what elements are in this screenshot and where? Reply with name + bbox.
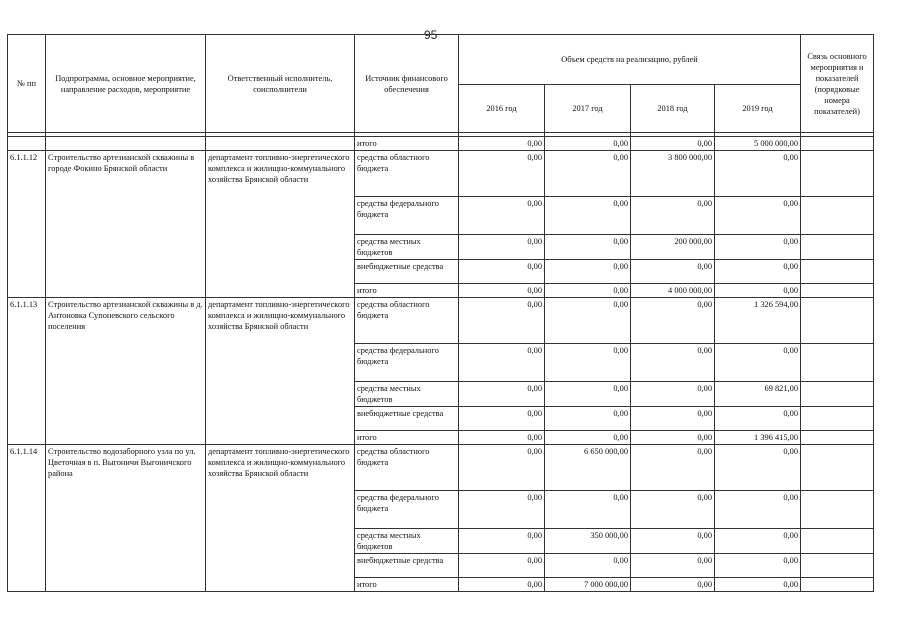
amount-cell: 0,00 [631, 298, 715, 344]
amount-cell: 0,00 [545, 382, 631, 407]
header-row [8, 35, 874, 85]
amount-cell: 0,00 [631, 554, 715, 578]
link-cell [801, 284, 874, 298]
source-label: средства местных бюджетов [355, 235, 459, 260]
header-year: 2019 год [715, 85, 801, 133]
amount-cell: 0,00 [631, 344, 715, 382]
source-label: средства местных бюджетов [355, 382, 459, 407]
amount-cell: 0,00 [545, 554, 631, 578]
amount-cell: 0,00 [631, 260, 715, 284]
group-row-oblast [8, 445, 874, 491]
amount-cell: 1 396 415,00 [715, 431, 801, 445]
amount-cell: 0,00 [715, 578, 801, 592]
amount-cell: 0,00 [459, 235, 545, 260]
link-cell [801, 260, 874, 284]
amount-cell: 0,00 [545, 235, 631, 260]
amount-cell: 0,00 [459, 431, 545, 445]
item-name: Строительство водозаборного узла по ул. Цветочная в п. Выгоничи Выгоничского района [46, 445, 206, 592]
amount-cell: 7 000 000,00 [545, 578, 631, 592]
amount-cell: 0,00 [459, 151, 545, 197]
amount-cell: 200 000,00 [631, 235, 715, 260]
amount-cell: 0,00 [545, 344, 631, 382]
amount-cell: 0,00 [459, 298, 545, 344]
source-label: итого [355, 431, 459, 445]
amount-cell: 5 000 000,00 [715, 137, 801, 151]
item-executor: департамент топливно-энергетического комплекса и жилищно-коммунального хозяйства Брянской области [206, 298, 355, 445]
amount-cell: 0,00 [715, 197, 801, 235]
source-label: средства федерального бюджета [355, 197, 459, 235]
group-row-oblast [8, 151, 874, 197]
item-number: 6.1.1.13 [8, 298, 46, 445]
link-cell [801, 298, 874, 344]
item-number: 6.1.1.14 [8, 445, 46, 592]
amount-cell: 0,00 [459, 529, 545, 554]
amount-cell: 0,00 [715, 151, 801, 197]
amount-cell: 0,00 [545, 431, 631, 445]
source-label: средства федерального бюджета [355, 344, 459, 382]
amount-cell: 0,00 [631, 445, 715, 491]
header-link: Связь основного мероприятия и показателей (порядковые номера показателей) [801, 35, 874, 133]
amount-cell: 0,00 [545, 284, 631, 298]
source-label: средства областного бюджета [355, 151, 459, 197]
source-label: итого [355, 137, 459, 151]
amount-cell: 0,00 [459, 382, 545, 407]
link-cell [801, 491, 874, 529]
group-row-oblast [8, 298, 874, 344]
item-name: Строительство артезианской скважины в городе Фокино Брянской области [46, 151, 206, 298]
amount-cell: 4 000 000,00 [631, 284, 715, 298]
amount-cell: 0,00 [715, 260, 801, 284]
source-label: итого [355, 284, 459, 298]
amount-cell: 0,00 [545, 298, 631, 344]
header-year: 2017 год [545, 85, 631, 133]
amount-cell: 0,00 [459, 197, 545, 235]
amount-cell: 0,00 [715, 445, 801, 491]
link-cell [801, 197, 874, 235]
amount-cell: 0,00 [545, 407, 631, 431]
amount-cell: 0,00 [545, 151, 631, 197]
header-year: 2018 год [631, 85, 715, 133]
link-cell [801, 529, 874, 554]
item-number: 6.1.1.12 [8, 151, 46, 298]
source-label: внебюджетные средства [355, 407, 459, 431]
header-program: Подпрограмма, основное мероприятие, направление расходов, мероприятие [46, 35, 206, 133]
source-label: внебюджетные средства [355, 260, 459, 284]
link-cell [801, 382, 874, 407]
amount-cell: 0,00 [715, 284, 801, 298]
link-cell [801, 578, 874, 592]
amount-cell: 0,00 [459, 554, 545, 578]
source-label: средства местных бюджетов [355, 529, 459, 554]
amount-cell: 0,00 [459, 445, 545, 491]
amount-cell: 0,00 [631, 407, 715, 431]
item-name: Строительство артезианской скважины в д. Антоновка Супоневского сельского поселения [46, 298, 206, 445]
amount-cell: 0,00 [459, 578, 545, 592]
header-amount: Объем средств на реализацию, рублей [459, 35, 801, 85]
link-cell [801, 235, 874, 260]
item-executor: департамент топливно-энергетического комплекса и жилищно-коммунального хозяйства Брянской области [206, 151, 355, 298]
source-label: средства областного бюджета [355, 445, 459, 491]
amount-cell: 0,00 [631, 529, 715, 554]
amount-cell: 0,00 [631, 382, 715, 407]
header-year: 2016 год [459, 85, 545, 133]
amount-cell: 0,00 [631, 578, 715, 592]
link-cell [801, 407, 874, 431]
amount-cell: 0,00 [631, 197, 715, 235]
amount-cell: 0,00 [459, 407, 545, 431]
amount-cell: 0,00 [545, 197, 631, 235]
amount-cell: 1 326 594,00 [715, 298, 801, 344]
amount-cell: 0,00 [631, 431, 715, 445]
amount-cell: 0,00 [459, 137, 545, 151]
page-number: 95 [424, 28, 438, 42]
budget-table [7, 34, 874, 592]
source-label: средства федерального бюджета [355, 491, 459, 529]
top-total-row [8, 137, 874, 151]
header-executor: Ответственный исполнитель, соисполнители [206, 35, 355, 133]
amount-cell: 0,00 [459, 491, 545, 529]
amount-cell: 0,00 [715, 344, 801, 382]
link-cell [801, 151, 874, 197]
amount-cell: 6 650 000,00 [545, 445, 631, 491]
source-label: внебюджетные средства [355, 554, 459, 578]
link-cell [801, 445, 874, 491]
source-label: итого [355, 578, 459, 592]
amount-cell: 0,00 [459, 284, 545, 298]
source-label: средства областного бюджета [355, 298, 459, 344]
header-number: № пп [8, 35, 46, 133]
amount-cell: 350 000,00 [545, 529, 631, 554]
amount-cell: 0,00 [459, 344, 545, 382]
amount-cell: 0,00 [715, 235, 801, 260]
item-executor: департамент топливно-энергетического комплекса и жилищно-коммунального хозяйства Брянской области [206, 445, 355, 592]
header-source: Источник финансового обеспечения [355, 35, 459, 133]
link-cell [801, 344, 874, 382]
amount-cell: 0,00 [545, 137, 631, 151]
amount-cell: 0,00 [459, 260, 545, 284]
link-cell [801, 431, 874, 445]
amount-cell: 0,00 [715, 529, 801, 554]
link-cell [801, 554, 874, 578]
amount-cell: 0,00 [715, 407, 801, 431]
amount-cell: 69 821,00 [715, 382, 801, 407]
amount-cell: 0,00 [631, 491, 715, 529]
amount-cell: 0,00 [545, 260, 631, 284]
amount-cell: 3 800 000,00 [631, 151, 715, 197]
amount-cell: 0,00 [715, 554, 801, 578]
amount-cell: 0,00 [631, 137, 715, 151]
amount-cell: 0,00 [545, 491, 631, 529]
amount-cell: 0,00 [715, 491, 801, 529]
